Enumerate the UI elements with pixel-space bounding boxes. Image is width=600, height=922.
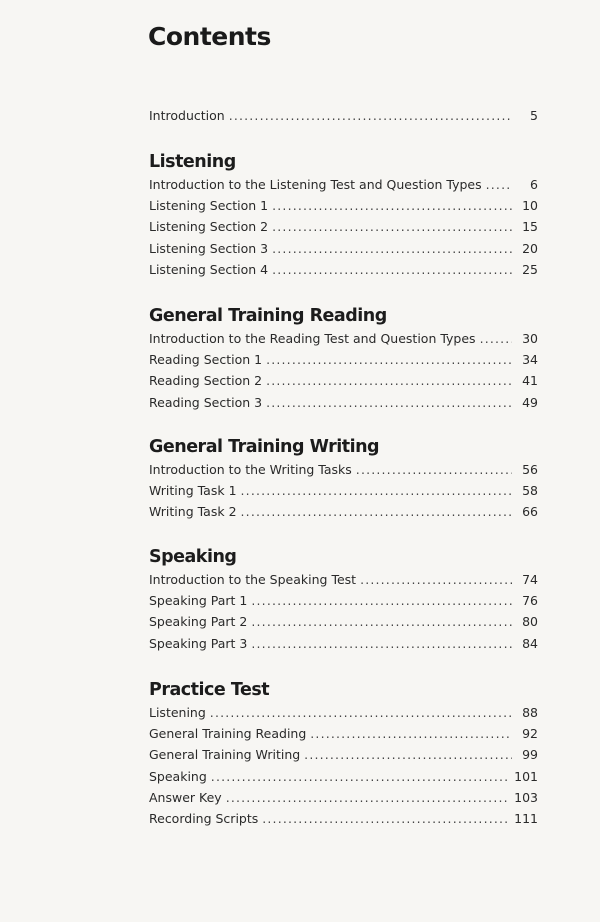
toc-entry[interactable] <box>149 766 538 787</box>
toc-entry[interactable] <box>149 349 538 370</box>
toc-entry-page: 103 <box>514 789 538 805</box>
toc-section-practice-test <box>149 678 538 829</box>
toc-entry-label: Writing Task 2 <box>149 504 237 520</box>
toc-entry-label: Reading Section 1 <box>149 352 263 368</box>
dot-leader <box>241 501 512 522</box>
toc-section-writing <box>149 435 538 523</box>
dot-leader <box>266 349 512 370</box>
toc-entry[interactable] <box>149 238 538 259</box>
dot-leader <box>229 105 512 126</box>
toc-entry-label: Reading Section 2 <box>149 373 263 389</box>
dot-leader <box>251 590 512 611</box>
toc-entry[interactable] <box>149 744 538 765</box>
toc-entry-label: Introduction <box>149 108 225 123</box>
toc-entry-label: Speaking <box>149 768 207 784</box>
dot-leader <box>356 459 512 480</box>
section-heading: Listening <box>149 152 236 172</box>
toc-entry[interactable] <box>149 702 538 723</box>
toc-entry-page: 111 <box>514 810 538 826</box>
toc-entry[interactable] <box>149 216 538 237</box>
toc-entry-page: 34 <box>522 352 538 368</box>
toc-entry[interactable] <box>149 569 538 590</box>
toc-entry[interactable] <box>149 723 538 744</box>
dot-leader <box>304 744 512 765</box>
section-heading: Practice Test <box>149 680 270 700</box>
toc-entry-page: 49 <box>522 394 538 410</box>
toc-entry[interactable] <box>149 808 538 829</box>
toc-intro <box>149 105 538 126</box>
toc-entry-label: Speaking Part 1 <box>149 593 248 609</box>
toc-entry-page: 92 <box>522 726 538 742</box>
toc-entry-label: Speaking Part 3 <box>149 635 248 651</box>
toc-entry-label: Listening Section 1 <box>149 198 269 214</box>
dot-leader <box>272 238 512 259</box>
toc-entry-page: 41 <box>522 373 538 389</box>
toc-entry[interactable] <box>149 259 538 280</box>
toc-entry[interactable] <box>149 370 538 391</box>
toc-entry-label: Introduction to the Speaking Test <box>149 572 357 587</box>
toc-entry[interactable] <box>149 611 538 632</box>
dot-leader <box>266 370 512 391</box>
toc-entry-label: Listening Section 2 <box>149 219 269 235</box>
dot-leader <box>480 328 512 349</box>
toc-entry-label: Listening <box>149 705 206 720</box>
toc-entry[interactable] <box>149 787 538 808</box>
section-heading: General Training Reading <box>149 306 387 326</box>
toc-entry-page: 56 <box>522 462 538 477</box>
toc-entry-label: Introduction to the Reading Test and Question Types <box>149 331 476 346</box>
toc-entry[interactable] <box>149 392 538 413</box>
toc-entry-page: 10 <box>522 198 538 214</box>
toc-entry-introduction[interactable] <box>149 105 538 126</box>
toc-entry-page: 80 <box>522 614 538 630</box>
toc-entry-page: 84 <box>522 635 538 651</box>
toc-section-speaking <box>149 545 538 654</box>
toc-entry-page: 25 <box>522 261 538 277</box>
dot-leader <box>241 480 512 501</box>
toc-entry-page: 15 <box>522 219 538 235</box>
dot-leader <box>226 787 508 808</box>
toc-entry-page: 6 <box>530 177 538 192</box>
toc-entry-label: Speaking Part 2 <box>149 614 248 630</box>
toc-entry-page: 20 <box>522 240 538 256</box>
toc-entry-label: Introduction to the Writing Tasks <box>149 462 352 477</box>
section-heading: General Training Writing <box>149 437 380 457</box>
dot-leader <box>251 611 512 632</box>
toc-entry-page: 101 <box>514 768 538 784</box>
toc-entry-page: 5 <box>530 108 538 123</box>
dot-leader <box>272 195 512 216</box>
toc-section-listening <box>149 150 538 280</box>
toc-entry[interactable] <box>149 480 538 501</box>
dot-leader <box>486 174 512 195</box>
toc-entry[interactable] <box>149 328 538 349</box>
toc-entry-page: 76 <box>522 593 538 609</box>
toc-entry-label: Recording Scripts <box>149 810 259 826</box>
dot-leader <box>266 392 512 413</box>
toc-entry[interactable] <box>149 195 538 216</box>
toc-section-reading <box>149 304 538 413</box>
toc-entry[interactable] <box>149 633 538 654</box>
toc-entry-page: 66 <box>522 504 538 520</box>
toc-entry-page: 88 <box>522 705 538 720</box>
dot-leader <box>251 633 512 654</box>
section-heading: Speaking <box>149 547 237 567</box>
toc-entry[interactable] <box>149 501 538 522</box>
dot-leader <box>262 808 508 829</box>
toc-entry-label: Reading Section 3 <box>149 394 263 410</box>
toc-entry-label: Listening Section 4 <box>149 261 269 277</box>
dot-leader <box>310 723 512 744</box>
toc-entry[interactable] <box>149 590 538 611</box>
toc-entry-page: 30 <box>522 331 538 346</box>
dot-leader <box>210 702 512 723</box>
toc-entry-label: Introduction to the Listening Test and Question Types <box>149 177 482 192</box>
toc-entry-page: 74 <box>522 572 538 587</box>
toc-entry[interactable] <box>149 174 538 195</box>
toc-entry-label: Writing Task 1 <box>149 483 237 499</box>
toc-entry-page: 99 <box>522 747 538 763</box>
toc-entry-label: General Training Writing <box>149 747 301 763</box>
page-title: Contents <box>148 22 271 51</box>
dot-leader <box>211 766 508 787</box>
toc-entry[interactable] <box>149 459 538 480</box>
toc-entry-label: Answer Key <box>149 789 222 805</box>
dot-leader <box>272 216 512 237</box>
toc-entry-page: 58 <box>522 483 538 499</box>
toc-entry-label: General Training Reading <box>149 726 307 742</box>
toc-entry-label: Listening Section 3 <box>149 240 269 256</box>
dot-leader <box>360 569 512 590</box>
dot-leader <box>272 259 512 280</box>
